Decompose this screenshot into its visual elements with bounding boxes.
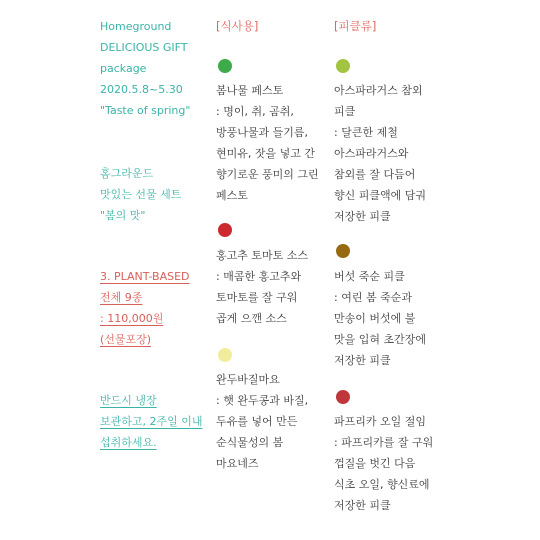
pickle-item-2-line-4: 맛을 입혀 초간장에 xyxy=(334,333,427,346)
pricing-line-3: : 110,000원 xyxy=(100,312,164,325)
lime-dot-icon xyxy=(336,59,350,73)
meal-item-1-line-5: 향기로운 풍미의 그린 xyxy=(216,168,319,181)
intro-ko-line-3: "봄의 맛" xyxy=(100,209,146,222)
meal-item-1-line-2: : 명이, 취, 곰취, xyxy=(216,105,294,118)
meal-item-3-line-3: 두유를 넣어 만든 xyxy=(216,415,298,428)
intro-en-line-3: package xyxy=(100,62,147,75)
meal-item-2-line-4: 곱게 으깬 소스 xyxy=(216,312,287,325)
intro-en-line-5: "Taste of spring" xyxy=(100,104,191,117)
dark-red-dot-icon xyxy=(336,390,350,404)
pickle-item-3-line-5: 저장한 피클 xyxy=(334,499,391,512)
meal-item-2-line-1: 홍고추 토마토 소스 xyxy=(216,249,309,262)
intro-en-line-2: DELICIOUS GIFT xyxy=(100,41,188,54)
pickle-item-3-line-2: : 파프리카를 잘 구워 xyxy=(334,436,434,449)
pickle-item-1-line-1: 아스파라거스 참외 xyxy=(334,84,423,97)
red-dot-icon xyxy=(218,223,232,237)
meal-item-1-line-6: 페스토 xyxy=(216,189,248,202)
pickle-item-1-line-6: 향신 피클액에 담궈 xyxy=(334,189,427,202)
storage-line-3: 섭취하세요. xyxy=(100,436,157,449)
pickle-item-2-line-5: 저장한 피클 xyxy=(334,354,391,367)
meal-item-3-line-2: : 햇 완두콩과 바질, xyxy=(216,394,309,407)
pricing-line-2: 전체 9종 xyxy=(100,291,143,304)
intro-ko-line-2: 맛있는 선물 세트 xyxy=(100,188,182,201)
pickle-item-1-line-2: 피클 xyxy=(334,105,356,118)
pickle-heading: [피클류] xyxy=(334,19,377,33)
pricing-line-4: (선물포장) xyxy=(100,333,152,346)
green-dot-icon xyxy=(218,59,232,73)
pickle-item-1-line-7: 저장한 피클 xyxy=(334,210,391,223)
pickle-item-2-line-3: 만송이 버섯에 불 xyxy=(334,312,416,325)
pickle-item-1-line-5: 참외를 잘 다듬어 xyxy=(334,168,416,181)
meal-item-2-line-2: : 매콤한 홍고추와 xyxy=(216,270,302,283)
intro-en-line-4: 2020.5.8~5.30 xyxy=(100,83,183,96)
pickle-item-2-line-2: : 여린 봄 죽순과 xyxy=(334,291,412,304)
meal-item-1-line-4: 현미유, 잣을 넣고 간 xyxy=(216,147,315,160)
storage-line-2: 보관하고, 2주일 이내 xyxy=(100,415,203,428)
pickle-item-1-line-4: 아스파라거스와 xyxy=(334,147,409,160)
meal-item-3-line-1: 완두바질마요 xyxy=(216,373,280,386)
brown-dot-icon xyxy=(336,244,350,258)
meal-item-3-line-4: 순식물성의 봄 xyxy=(216,436,284,449)
pickle-item-2-line-1: 버섯 죽순 피클 xyxy=(334,270,405,283)
intro-en-line-1: Homeground xyxy=(100,20,172,33)
pickle-item-3-line-1: 파프리카 오일 절임 xyxy=(334,415,427,428)
meal-item-3-line-5: 마요네즈 xyxy=(216,457,259,470)
meal-item-1-line-3: 방풍나물과 들기름, xyxy=(216,126,309,139)
meal-heading: [식사용] xyxy=(216,19,259,33)
pickle-item-1-line-3: : 달큰한 제철 xyxy=(334,126,398,139)
meal-item-2-line-3: 토마토를 잘 구워 xyxy=(216,291,298,304)
pale-yellow-dot-icon xyxy=(218,348,232,362)
storage-line-1: 반드시 냉장 xyxy=(100,394,157,407)
meal-item-1-line-1: 봄나물 페스토 xyxy=(216,84,284,97)
pricing-line-1: 3. PLANT-BASED xyxy=(100,270,190,283)
pickle-item-3-line-3: 껍질을 벗긴 다음 xyxy=(334,457,416,470)
intro-ko-line-1: 홈그라운드 xyxy=(100,167,154,180)
pickle-item-3-line-4: 식초 오일, 향신료에 xyxy=(334,478,430,491)
